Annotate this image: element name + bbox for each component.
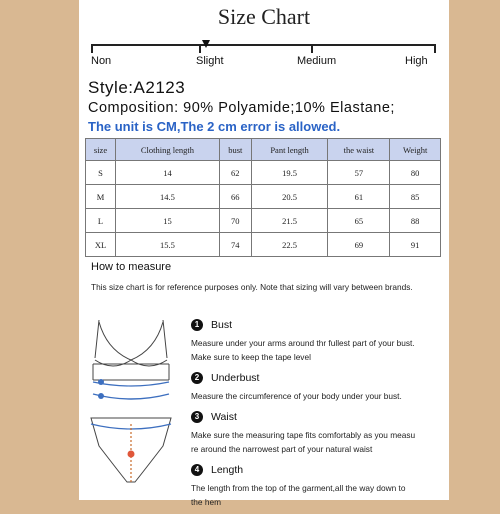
measure-item-waist	[191, 408, 446, 456]
bust-marker	[98, 379, 104, 385]
description-line: the hem	[191, 497, 221, 507]
step-number-icon: 3	[191, 411, 203, 423]
size-table-header	[86, 139, 441, 161]
table-cell: 88	[390, 209, 441, 233]
table-cell: 80	[390, 161, 441, 185]
stretch-label-high: High	[405, 55, 428, 67]
page-title: Size Chart	[217, 4, 311, 29]
length-marker	[128, 451, 135, 458]
description-line: Measure the circumference of your body under your bust.	[191, 391, 402, 401]
table-cell: 14	[116, 161, 220, 185]
stretch-label-non: Non	[91, 55, 112, 67]
measure-item-length	[191, 461, 446, 509]
size-chart-page	[79, 0, 449, 507]
column-header: bust	[219, 139, 251, 161]
how-to-measure-note: This size chart is for reference purposes only. Note that sizing will vary between brands.	[91, 282, 413, 292]
table-cell: 85	[390, 185, 441, 209]
table-cell: 15.5	[116, 233, 220, 257]
stretch-scale-line	[91, 44, 436, 46]
column-header: Clothing length	[116, 139, 220, 161]
measure-instructions	[191, 316, 446, 514]
style-label: Style:	[88, 78, 134, 97]
composition-line	[88, 100, 395, 116]
bra-illustration	[93, 320, 169, 399]
composition-label: Composition:	[88, 100, 179, 116]
table-cell: 65	[328, 209, 390, 233]
garment-illustration	[87, 314, 175, 490]
unit-note: The unit is CM,The 2 cm error is allowed.	[88, 119, 341, 134]
table-cell: 20.5	[251, 185, 328, 209]
size-table	[85, 138, 441, 257]
column-header: size	[86, 139, 116, 161]
table-row	[86, 161, 441, 185]
column-header: the waist	[328, 139, 390, 161]
measure-item-bust	[191, 316, 446, 364]
stretch-selected-marker	[202, 40, 210, 48]
table-cell: 15	[116, 209, 220, 233]
stretch-tick-non	[91, 44, 93, 53]
table-cell: 19.5	[251, 161, 328, 185]
description-line: Make sure to keep the tape level	[191, 352, 311, 362]
stretch-tick-slight	[199, 44, 201, 53]
table-cell: 69	[328, 233, 390, 257]
table-cell: 66	[219, 185, 251, 209]
underbust-marker	[98, 393, 104, 399]
composition-value: 90% Polyamide;10% Elastane;	[178, 100, 395, 116]
column-header: Weight	[390, 139, 441, 161]
step-number-icon: 4	[191, 464, 203, 476]
table-cell: XL	[86, 233, 116, 257]
measure-item-underbust	[191, 369, 446, 403]
step-number-icon: 2	[191, 372, 203, 384]
measure-description	[191, 389, 446, 403]
stretch-label-slight: Slight	[196, 55, 224, 67]
description-line: The length from the top of the garment,all the way down to	[191, 483, 406, 493]
measure-heading: Underbust	[211, 371, 260, 384]
style-line	[88, 78, 185, 98]
how-to-measure-title: How to measure	[91, 261, 172, 273]
brief-illustration	[91, 418, 171, 482]
stretch-tick-high	[434, 44, 436, 53]
table-cell: L	[86, 209, 116, 233]
measure-description	[191, 428, 446, 456]
measure-description	[191, 336, 446, 364]
table-cell: 57	[328, 161, 390, 185]
stretch-label-medium: Medium	[297, 55, 337, 67]
measure-description	[191, 481, 446, 509]
stretch-tick-medium	[311, 44, 313, 53]
table-cell: 61	[328, 185, 390, 209]
measure-heading: Bust	[211, 318, 233, 331]
stretch-scale	[91, 40, 436, 70]
table-cell: 21.5	[251, 209, 328, 233]
table-cell: S	[86, 161, 116, 185]
description-line: re around the narrowest part of your natural waist	[191, 444, 373, 454]
table-cell: 14.5	[116, 185, 220, 209]
table-cell: 91	[390, 233, 441, 257]
measure-heading: Length	[211, 463, 244, 476]
description-line: Measure under your arms around thr fullest part of your bust.	[191, 338, 415, 348]
style-code: A2123	[133, 78, 186, 97]
column-header: Pant length	[251, 139, 328, 161]
measure-heading: Waist	[211, 410, 237, 423]
table-cell: 22.5	[251, 233, 328, 257]
table-cell: 62	[219, 161, 251, 185]
table-row	[86, 209, 441, 233]
table-cell: M	[86, 185, 116, 209]
table-cell: 74	[219, 233, 251, 257]
table-row	[86, 233, 441, 257]
description-line: Make sure the measuring tape fits comfortably as you measu	[191, 430, 416, 440]
step-number-icon: 1	[191, 319, 203, 331]
table-row	[86, 185, 441, 209]
table-cell: 70	[219, 209, 251, 233]
